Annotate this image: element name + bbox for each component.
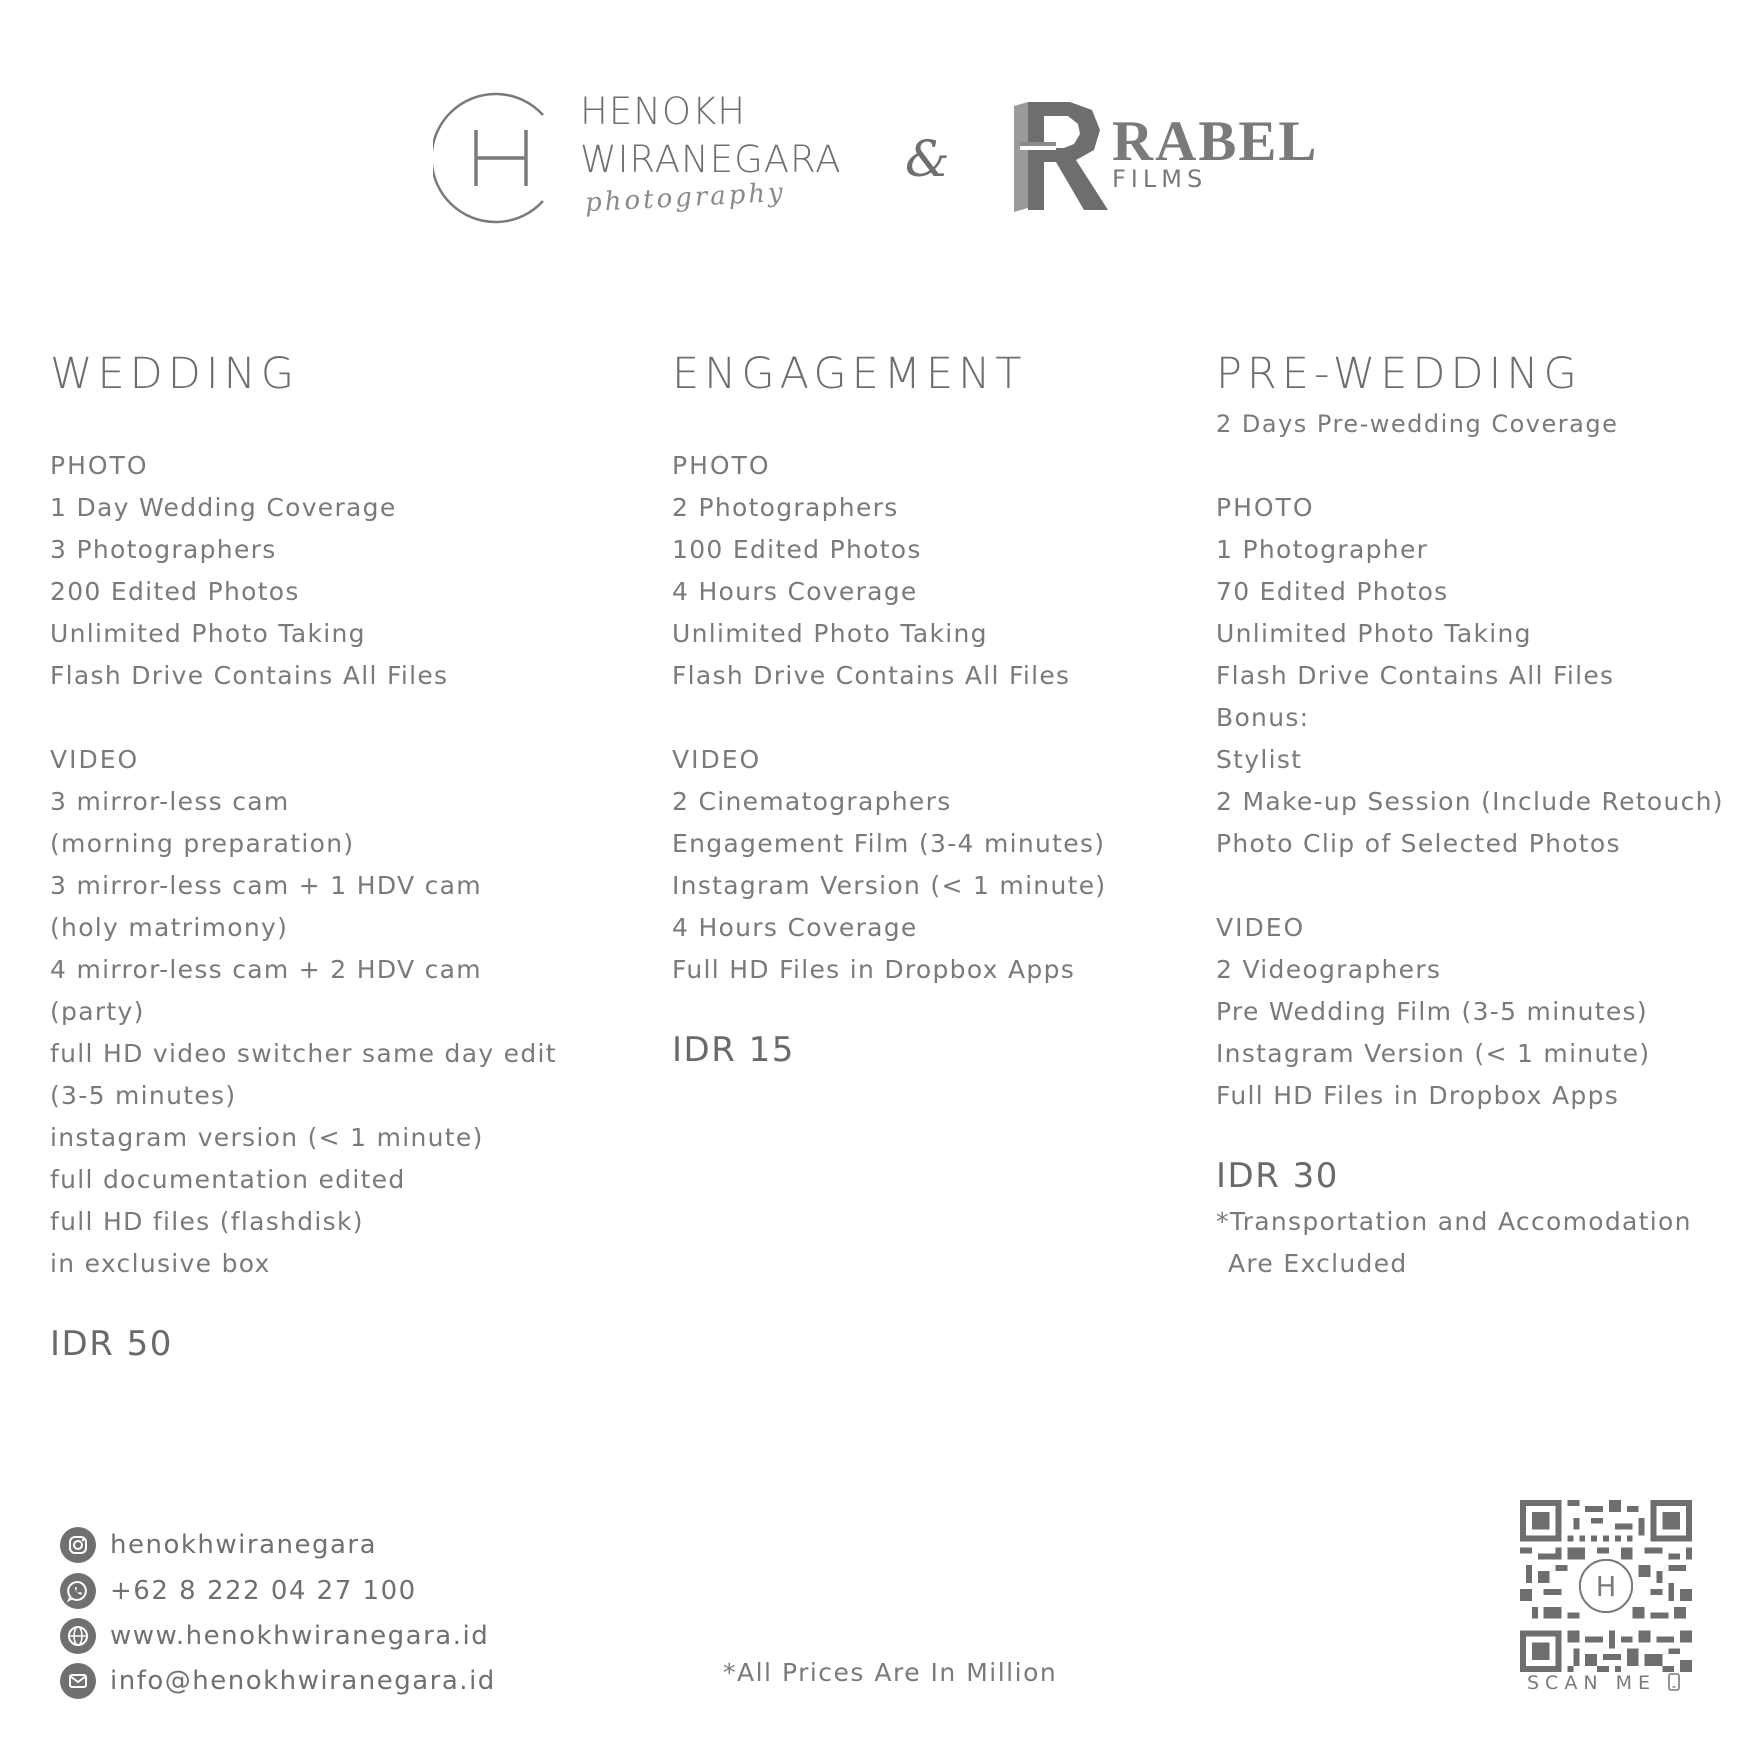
list-item: Flash Drive Contains All Files (50, 661, 449, 690)
prewedding-note-line2: Are Excluded (1228, 1249, 1408, 1278)
contact-whatsapp-text: +62 8 222 04 27 100 (110, 1576, 417, 1606)
scan-me-text: SCAN ME (1527, 1672, 1656, 1694)
henokh-logo-mark (433, 90, 569, 226)
list-item: Pre Wedding Film (3-5 minutes) (1216, 997, 1648, 1026)
prewedding-title: PRE-WEDDING (1216, 349, 1582, 399)
list-item: (holy matrimony) (50, 913, 289, 942)
ampersand: & (905, 130, 950, 188)
list-item: 2 Make-up Session (Include Retouch) (1216, 787, 1724, 816)
globe-icon (60, 1618, 96, 1654)
list-item: full documentation edited (50, 1165, 406, 1194)
contact-instagram-text: henokhwiranegara (110, 1530, 378, 1560)
list-item: full HD video switcher same day edit (50, 1039, 557, 1068)
list-item: (morning preparation) (50, 829, 355, 858)
contact-website[interactable] (60, 1616, 489, 1656)
price-footnote: *All Prices Are In Million (723, 1658, 1058, 1687)
list-item: Instagram Version (< 1 minute) (672, 871, 1107, 900)
phone-icon (1668, 1673, 1680, 1691)
brand-name-line2: WIRANEGARA (580, 138, 842, 181)
engagement-package (672, 345, 1192, 1075)
prewedding-photo-label: PHOTO (1216, 493, 1315, 522)
list-item: Instagram Version (< 1 minute) (1216, 1039, 1651, 1068)
whatsapp-icon (60, 1573, 96, 1609)
scan-me-label (1527, 1672, 1680, 1694)
brand-name-line1: HENOKH (580, 90, 747, 133)
list-item: 2 Photographers (672, 493, 899, 522)
list-item: 2 Cinematographers (672, 787, 952, 816)
rabel-logo-mark (1010, 102, 1128, 212)
prewedding-package (1216, 345, 1736, 1285)
list-item: 4 Hours Coverage (672, 577, 918, 606)
films-brand-sub: FILMS (1112, 165, 1208, 193)
list-item: 3 mirror-less cam (50, 787, 290, 816)
list-item: Flash Drive Contains All Files (1216, 661, 1615, 690)
engagement-photo-label: PHOTO (672, 451, 771, 480)
wedding-package (50, 345, 610, 1369)
list-item: 2 Videographers (1216, 955, 1442, 984)
contact-instagram[interactable] (60, 1525, 377, 1565)
contact-whatsapp[interactable] (60, 1571, 417, 1611)
list-item: Full HD Files in Dropbox Apps (672, 955, 1076, 984)
prewedding-subtitle: 2 Days Pre-wedding Coverage (1216, 410, 1619, 438)
list-item: 200 Edited Photos (50, 577, 300, 606)
engagement-video-label: VIDEO (672, 745, 762, 774)
contact-email[interactable] (60, 1661, 496, 1701)
list-item: Stylist (1216, 745, 1303, 774)
brand-script: photography (584, 177, 787, 219)
qr-code[interactable] (1520, 1500, 1692, 1672)
engagement-title: ENGAGEMENT (672, 349, 1027, 399)
list-item: 4 mirror-less cam + 2 HDV cam (50, 955, 482, 984)
list-item: Unlimited Photo Taking (672, 619, 988, 648)
list-item: (party) (50, 997, 145, 1026)
list-item: 100 Edited Photos (672, 535, 922, 564)
list-item: Flash Drive Contains All Files (672, 661, 1071, 690)
list-item: Bonus: (1216, 703, 1310, 732)
prewedding-note-line1: *Transportation and Accomodation (1216, 1207, 1692, 1236)
wedding-photo-label: PHOTO (50, 451, 149, 480)
list-item: full HD files (flashdisk) (50, 1207, 364, 1236)
list-item: in exclusive box (50, 1249, 271, 1278)
list-item: 1 Photographer (1216, 535, 1429, 564)
list-item: Full HD Files in Dropbox Apps (1216, 1081, 1620, 1110)
list-item: 3 mirror-less cam + 1 HDV cam (50, 871, 482, 900)
mail-icon (60, 1663, 96, 1699)
list-item: Unlimited Photo Taking (1216, 619, 1532, 648)
list-item: Photo Clip of Selected Photos (1216, 829, 1621, 858)
prewedding-video-label: VIDEO (1216, 913, 1306, 942)
list-item: 1 Day Wedding Coverage (50, 493, 397, 522)
list-item: (3-5 minutes) (50, 1081, 237, 1110)
wedding-title: WEDDING (50, 349, 300, 399)
list-item: Unlimited Photo Taking (50, 619, 366, 648)
list-item: Engagement Film (3-4 minutes) (672, 829, 1106, 858)
films-brand-name: RABEL (1112, 110, 1319, 173)
list-item: instagram version (< 1 minute) (50, 1123, 484, 1152)
contact-website-text: www.henokhwiranegara.id (110, 1621, 490, 1651)
instagram-icon (60, 1527, 96, 1563)
contact-email-text: info@henokhwiranegara.id (110, 1666, 496, 1696)
list-item: 70 Edited Photos (1216, 577, 1449, 606)
list-item: 4 Hours Coverage (672, 913, 918, 942)
engagement-price: IDR 15 (672, 1030, 795, 1070)
list-item: 3 Photographers (50, 535, 277, 564)
wedding-price: IDR 50 (50, 1324, 173, 1364)
wedding-video-label: VIDEO (50, 745, 140, 774)
prewedding-price: IDR 30 (1216, 1156, 1339, 1196)
qr-center-letter: H (1595, 1572, 1617, 1604)
